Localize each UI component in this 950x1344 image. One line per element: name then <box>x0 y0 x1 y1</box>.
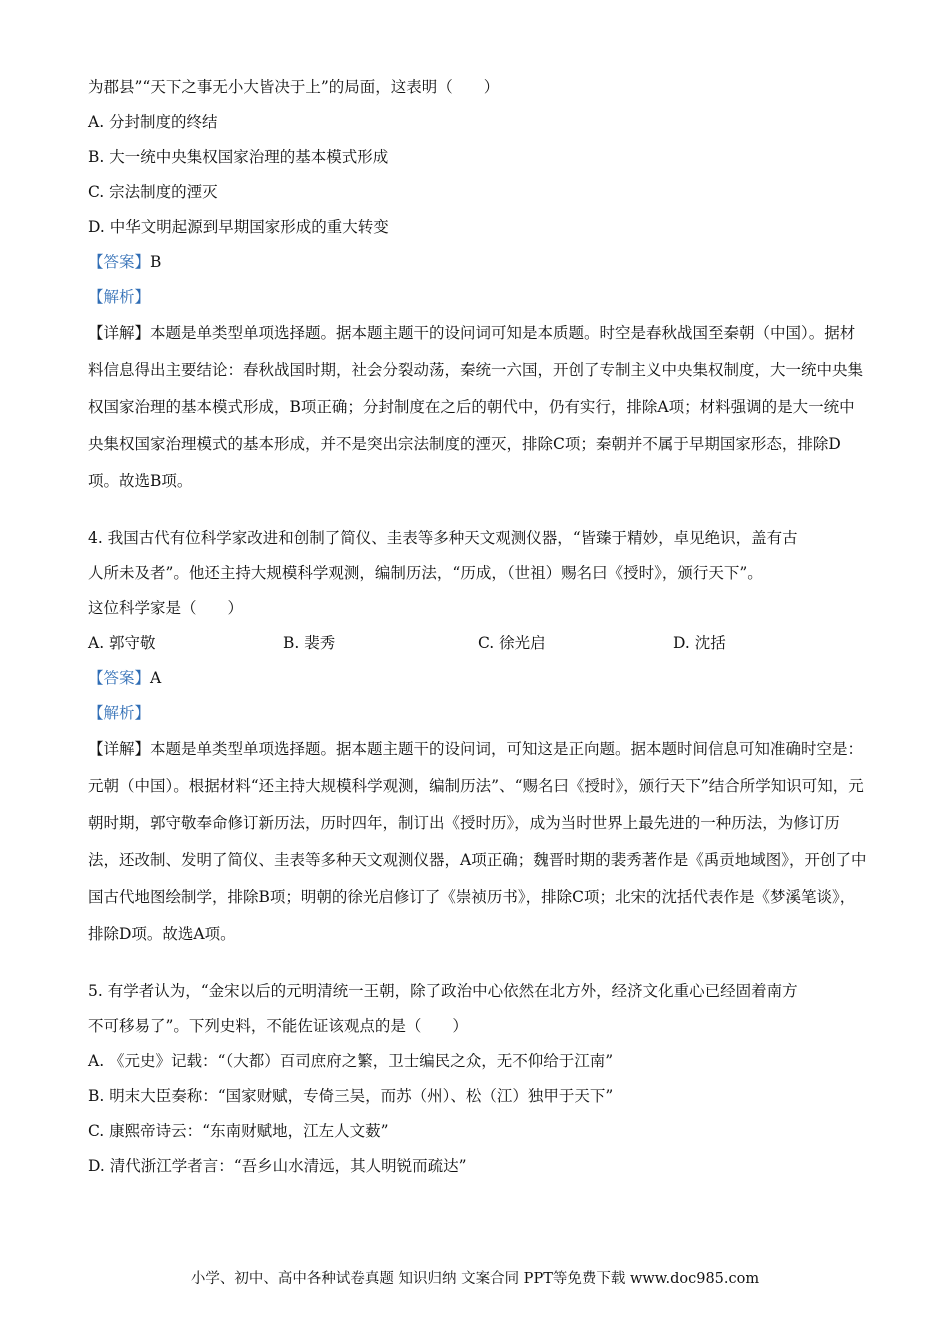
q3-option-b: B. 大一统中央集权国家治理的基本模式形成 <box>88 148 389 166</box>
q3-analysis-line <box>88 280 868 315</box>
q4-option-a: A. 郭守敬 <box>88 634 156 652</box>
q3-answer-tag: 【答案】 <box>88 253 151 271</box>
q5-stem-line-2: 不可移易了”。下列史料，不能佐证该观点的是（ ） <box>88 1017 468 1035</box>
page-content <box>88 70 868 1184</box>
q3-detail-tag: 【详解】 <box>88 324 151 342</box>
q4-detail <box>88 731 868 953</box>
q5-option-d: D. 清代浙江学者言：“吾乡山水清远，其人明锐而疏达” <box>88 1157 467 1175</box>
q3-option-c: C. 宗法制度的湮灭 <box>88 183 218 201</box>
q4-stem-line-2: 人所未及者”。他还主持大规模科学观测，编制历法，“历成，（世祖）赐名曰《授时》，颁行天下”。 <box>88 564 763 582</box>
q4-options <box>88 626 868 661</box>
q3-answer: B <box>150 253 162 271</box>
q3-analysis-tag: 【解析】 <box>88 288 151 306</box>
q4-analysis-tag: 【解析】 <box>88 704 151 722</box>
q5-option-a: A. 《元史》记载：“（大都）百司庶府之繁，卫士编民之众，无不仰给于江南” <box>88 1052 614 1070</box>
q4-option-c: C. 徐光启 <box>478 634 546 652</box>
q3-option-a: A. 分封制度的终结 <box>88 113 218 131</box>
q4-option-b: B. 裴秀 <box>283 634 336 652</box>
q3-option-d: D. 中华文明起源到早期国家形成的重大转变 <box>88 218 389 236</box>
q4-stem-line-1: 4. 我国古代有位科学家改进和创制了简仪、圭表等多种天文观测仪器，“皆臻于精妙，卓见绝识，盖有古 <box>88 529 798 547</box>
q5-option-b: B. 明末大臣奏称：“国家财赋，专倚三吴，而苏（州）、松（江）独甲于天下” <box>88 1087 614 1105</box>
q3-stem-tail: 为郡县”“天下之事无小大皆决于上”的局面，这表明（ ） <box>88 78 500 96</box>
q4-answer-line <box>88 661 868 696</box>
q5-stem-line-1: 5. 有学者认为，“金宋以后的元明清统一王朝，除了政治中心依然在北方外，经济文化重心已经固着南方 <box>88 982 798 1000</box>
q4-answer: A <box>150 669 162 687</box>
q4-detail-text: 本题是单类型单项选择题。据本题主题干的设问词，可知这是正向题。据本题时间信息可知准确时空是：元朝（中国）。根据材料“还主持大规模科学观测，编制历法”、“赐名曰《授时》，颁行天下”结合所学知识可知，元朝时期，郭守敬奉命修订新历法，历时四年，制订出《授时历》，成为当时世界上最先进的一种历法，为修订历法，还改制、发明了简仪、圭表等多种天文观测仪器，A项正确；魏晋时期的裴秀著作是《禹贡地域图》，开创了中国古代地图绘制学，排除B项；明朝的徐光启修订了《崇祯历书》，排除C项；北宋的沈括代表作是《梦溪笔谈》，排除D项。故选A项。 <box>88 740 867 943</box>
q4-analysis-line <box>88 696 868 731</box>
q3-answer-line <box>88 245 868 280</box>
q3-detail <box>88 315 868 500</box>
q4-option-d: D. 沈括 <box>673 634 726 652</box>
q5-option-c: C. 康熙帝诗云：“东南财赋地，江左人文薮” <box>88 1122 389 1140</box>
q4-stem-line-3: 这位科学家是（ ） <box>88 599 244 617</box>
q4-answer-tag: 【答案】 <box>88 669 151 687</box>
page-footer: 小学、初中、高中各种试卷真题 知识归纳 文案合同 PPT等免费下载 www.doc985.com <box>190 1271 760 1287</box>
q4-detail-tag: 【详解】 <box>88 740 151 758</box>
q3-detail-text: 本题是单类型单项选择题。据本题主题干的设问词可知是本质题。时空是春秋战国至秦朝（中国）。据材料信息得出主要结论：春秋战国时期，社会分裂动荡，秦统一六国，开创了专制主义中央集权制度，大一统中央集权国家治理的基本模式形成，B项正确；分封制度在之后的朝代中，仍有实行，排除A项；材料强调的是大一统中央集权国家治理模式的基本形成，并不是突出宗法制度的湮灭，排除C项；秦朝并不属于早期国家形态，排除D项。故选B项。 <box>88 324 864 490</box>
